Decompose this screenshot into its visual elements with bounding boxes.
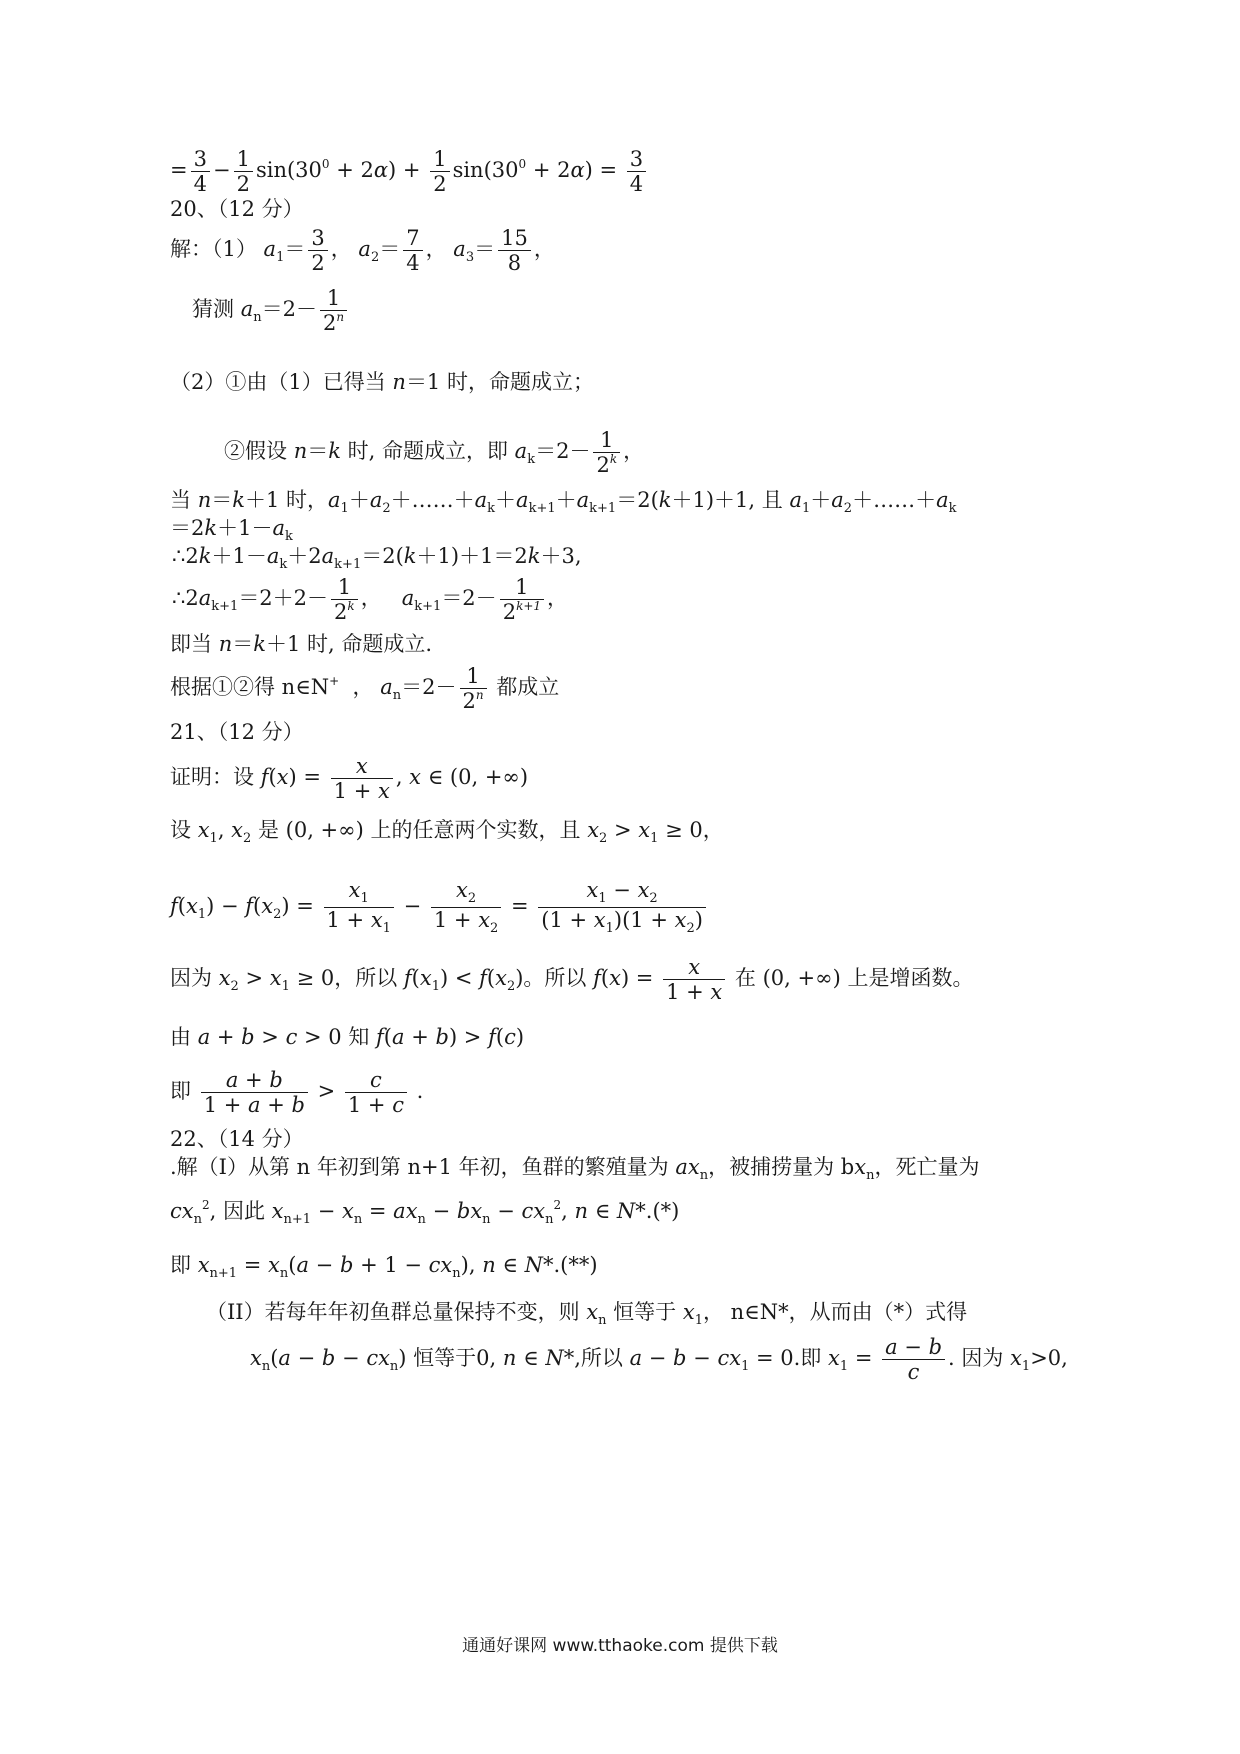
q20-step2-therefore1: $\therefore 2k+1-a_k+2a_{k+1}=2(k+1)+1=2k+3$,: [172, 544, 582, 572]
q22-part1-intro: .解（I）从第 n 年初到第 n+1 年初，鱼群的繁殖量为 $ax_n$，被捕捞量为 $bx_n$，死亡量为: [170, 1155, 980, 1183]
page-footer: 通通好课网 www.tthaoke.com 提供下载: [462, 1636, 778, 1656]
q20-step2-therefore2: $\therefore 2a_{k+1}=2+2-$ $\frac{1}{2^k}$ ， $a_{k+1}=2-$ $\frac{1}{2^{k+1}}$ ，: [172, 575, 569, 625]
question-20-heading: 20、（12 分）: [170, 197, 304, 221]
q20-final: 根据①②得 n∈N+ ， $a_n=2-$ $\frac{1}{2^n}$ 都成立: [170, 664, 560, 714]
q20-step2-sum: 当 n＝k＋1 时，$a_1+a_2+\dots\dots+a_k+a_{k+1}+a_{k+1}=2(k+1)+1$, 且 $a_1+a_2+\dots\dots+a_k$: [170, 488, 957, 516]
q22-part1-eq2: 即 $x_{n+1} = x_n(a - b + 1 - cx_n)$, n ∈ N*.(**): [170, 1253, 598, 1281]
q21-increasing: 因为 $x_2 > x_1 \ge 0$，所以 $f(x_1) < f(x_2)$。所以 f(x) = $\frac{x}{1 + x}$ 在 (0, +∞) 上是增函数。: [170, 955, 974, 1005]
q22-part2-intro: （II）若每年年初鱼群总量保持不变，则 $x_n$ 恒等于 $x_1$， n∈N*，从而由（*）式得: [206, 1300, 968, 1328]
question-22-heading: 22、（14 分）: [170, 1127, 304, 1151]
q20-step1: （2）①由（1）已得当 n＝1 时，命题成立；: [170, 370, 594, 394]
q20-part1: 解：（1） $a_1=$ $\frac{3}{2}$ ， $a_2=$ $\frac{7}{4}$ ， $a_3=$ $\frac{15}{8}$ ，: [170, 226, 555, 276]
q20-step2-sum-cont: $=2k+1-a_k$: [170, 516, 293, 544]
equation-line: = $\frac{3}{4}$ − $\frac{1}{2}$ $\sin(30^0 + 2\alpha)$ + $\frac{1}{2}$ $\sin(30^0 + 2\alpha)$ = $\frac{3}{4}$: [170, 147, 649, 196]
q21-difference: $f(x_1) - f(x_2)$ = $\frac{x_1}{1 + x_1}$ − $\frac{x_2}{1 + x_2}$ = $\frac{x_1 - x_2}{(1 + x_1)(1 + x_2)}$: [170, 878, 709, 937]
q22-part1-eq1: $cx_n^2$, 因此 $x_{n+1} - x_n = ax_n - bx_n - cx_n^2$, n ∈ N*.(*): [170, 1198, 680, 1227]
q21-conclude: 即 $\frac{a + b}{1 + a + b}$ > $\frac{c}{1 + c}$ .: [170, 1068, 424, 1118]
q21-define: 证明：设 f(x) = $\frac{x}{1 + x}$ , x ∈ (0, +∞): [170, 754, 529, 804]
q20-guess: 猜测 $a_n=2-$ $\frac{1}{2^n}$: [192, 286, 350, 335]
q21-apply: 由 a + b > c > 0 知 f(a + b) > f(c): [170, 1025, 525, 1049]
question-21-heading: 21、（12 分）: [170, 720, 304, 744]
q21-let: 设 $x_1$, $x_2$ 是 (0, +∞) 上的任意两个实数，且 $x_2 > x_1 \ge 0$，: [170, 818, 724, 846]
q20-step2-conclude: 即当 n＝k＋1 时, 命题成立.: [170, 632, 433, 656]
q22-part2-eq: $x_n(a - b - cx_n)$ 恒等于0, n ∈ N*,所以 $a - b - cx_1 = 0$.即 $x_1$ = $\frac{a - b}{c}$ . 因为 $x_1>0$,: [250, 1335, 1068, 1385]
q20-step2-assume: ②假设 n＝k 时, 命题成立，即 $a_k=2-$ $\frac{1}{2^k}$ ，: [224, 428, 645, 478]
